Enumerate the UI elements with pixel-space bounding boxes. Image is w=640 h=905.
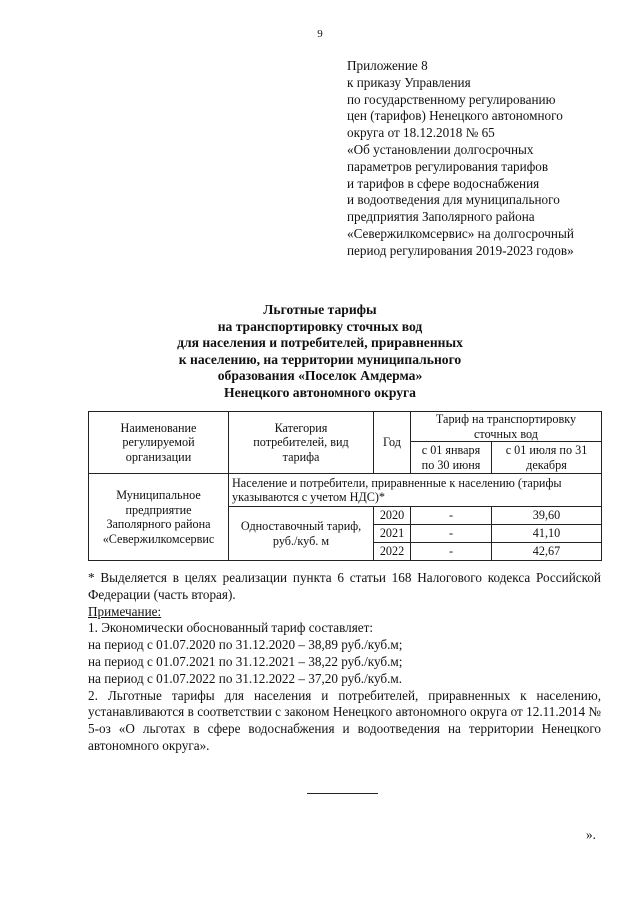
appendix-header [347, 58, 607, 260]
first-half-cell: - [411, 507, 492, 525]
appendix-line: и тарифов в сфере водоснабжения [347, 175, 540, 191]
appendix-line: параметров регулирования тарифов [347, 158, 549, 174]
year-cell: 2021 [374, 525, 411, 543]
document-title [0, 302, 640, 402]
title-line: Льготные тарифы [263, 302, 377, 317]
title-line: образования «Поселок Амдерма» [217, 368, 423, 384]
second-half-cell: 39,60 [492, 507, 602, 525]
note-item-1: 1. Экономически обоснованный тариф составляет: [88, 620, 374, 636]
appendix-line: и водоотведения для муниципального [347, 192, 560, 208]
tariff-type: Одноставочный тариф, руб./куб. м [229, 507, 374, 561]
header-tariff: Тариф на транспортировку сточных вод [411, 412, 602, 442]
header-period-2: с 01 июля по 31 декабря [492, 442, 602, 474]
header-category: Категория потребителей, вид тарифа [229, 412, 374, 474]
page-number: 9 [317, 28, 323, 40]
organization-name: Муниципальное предприятие Заполярного района «Севержилкомсервис [89, 474, 229, 561]
note-period: на период с 01.07.2021 по 31.12.2021 – 38,22 руб./куб.м; [88, 653, 403, 669]
note-item-2: 2. Льготные тарифы для населения и потребителей, приравненных к населению, устанавливаются в соответствии с законом Ненецкого автономного округа от 12.11.2014 № 5-оз «О льготах в сфере водоснабжения и водоотведения на территории Ненецкого автономного округа». [88, 687, 601, 753]
note-period: на период с 01.07.2020 по 31.12.2020 – 38,89 руб./куб.м; [88, 637, 403, 653]
second-half-cell: 42,67 [492, 543, 602, 561]
closing-quote: ». [586, 827, 596, 842]
header-year: Год [374, 412, 411, 474]
notes-section [88, 570, 601, 755]
notes-heading: Примечание: [88, 603, 162, 619]
first-half-cell: - [411, 525, 492, 543]
appendix-line: по государственному регулированию [347, 91, 556, 107]
year-cell: 2020 [374, 507, 411, 525]
tariff-table [88, 411, 602, 561]
appendix-line: «Об установлении долгосрочных [347, 141, 534, 157]
second-half-cell: 41,10 [492, 525, 602, 543]
population-note: Население и потребители, приравненные к населению (тарифы указываются с учетом НДС)* [229, 474, 602, 507]
title-line: Ненецкого автономного округа [224, 384, 416, 400]
appendix-line: Приложение 8 [347, 58, 428, 73]
title-line: к населению, на территории муниципального [178, 351, 462, 367]
separator-line [307, 793, 378, 794]
title-line: на транспортировку сточных вод [217, 318, 423, 334]
appendix-line: период регулирования 2019-2023 годов» [347, 242, 574, 258]
appendix-line: цен (тарифов) Ненецкого автономного [347, 108, 563, 124]
year-cell: 2022 [374, 543, 411, 561]
footnote: * Выделяется в целях реализации пункта 6 статьи 168 Налогового кодекса Российской Федерации (часть вторая). [88, 570, 601, 602]
note-period: на период с 01.07.2022 по 31.12.2022 – 37,20 руб./куб.м. [88, 670, 403, 686]
appendix-line: к приказу Управления [347, 74, 471, 90]
appendix-line: предприятия Заполярного района [347, 209, 535, 225]
title-line: для населения и потребителей, приравненных [177, 335, 463, 351]
first-half-cell: - [411, 543, 492, 561]
appendix-line: округа от 18.12.2018 № 65 [347, 125, 495, 141]
appendix-line: «Севержилкомсервис» на долгосрочный [347, 225, 574, 241]
header-period-1: с 01 января по 30 июня [411, 442, 492, 474]
header-organization: Наименование регулируемой организации [89, 412, 229, 474]
